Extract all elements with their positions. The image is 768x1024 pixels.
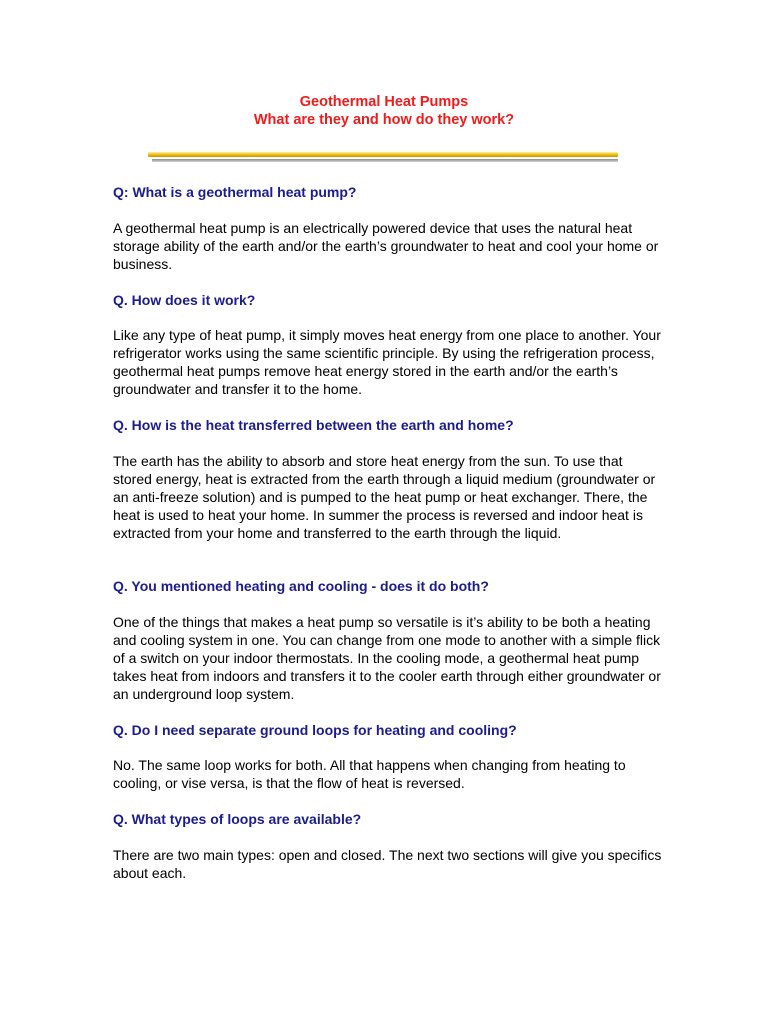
divider-shadow-bar <box>152 159 618 162</box>
faq-answer-2: Like any type of heat pump, it simply moves heat energy from one place to another. Your refrigerator works using the same scientific principle. By using the refrigeration process, geothermal heat pumps remove heat energy stored in the earth and/or the earth’s groundwater and transfer it to the home. <box>113 327 661 397</box>
decorative-divider <box>148 150 620 164</box>
faq-answer-6: There are two main types: open and closed. The next two sections will give you specifics about each. <box>113 847 662 881</box>
faq-question-2: Q. How does it work? <box>113 292 256 308</box>
faq-question-1: Q: What is a geothermal heat pump? <box>113 184 357 200</box>
faq-answer-3: The earth has the ability to absorb and store heat energy from the sun. To use that stored energy, heat is extracted from the earth through a liquid medium (groundwater or an anti-freeze solution) and is pumped to the heat pump or heat exchanger. There, the heat is used to heat your home. In summer the process is reversed and indoor heat is extracted from your home and transferred to the earth through the liquid. <box>113 453 656 541</box>
document-title <box>0 93 768 129</box>
faq-question-4: Q. You mentioned heating and cooling - does it do both? <box>113 578 489 594</box>
faq-question-6: Q. What types of loops are available? <box>113 811 362 827</box>
faq-answer-4: One of the things that makes a heat pump so versatile is it’s ability to be both a heating and cooling system in one. You can change from one mode to another with a simple flick of a switch on your indoor thermostats. In the cooling mode, a geothermal heat pump takes heat from indoors and transfers it to the cooler earth through either groundwater or an underground loop system. <box>113 614 661 702</box>
faq-question-3: Q. How is the heat transferred between the earth and home? <box>113 417 514 433</box>
title-line-2: What are they and how do they work? <box>253 112 515 128</box>
faq-answer-5: No. The same loop works for both. All that happens when changing from heating to cooling, or vise versa, is that the flow of heat is reversed. <box>113 757 626 791</box>
faq-question-5: Q. Do I need separate ground loops for heating and cooling? <box>113 722 517 738</box>
title-line-1: Geothermal Heat Pumps <box>299 94 469 110</box>
faq-answer-1: A geothermal heat pump is an electrically powered device that uses the natural heat storage ability of the earth and/or the earth’s groundwater to heat and cool your home or business. <box>113 220 659 272</box>
divider-gold-bar <box>148 152 618 157</box>
